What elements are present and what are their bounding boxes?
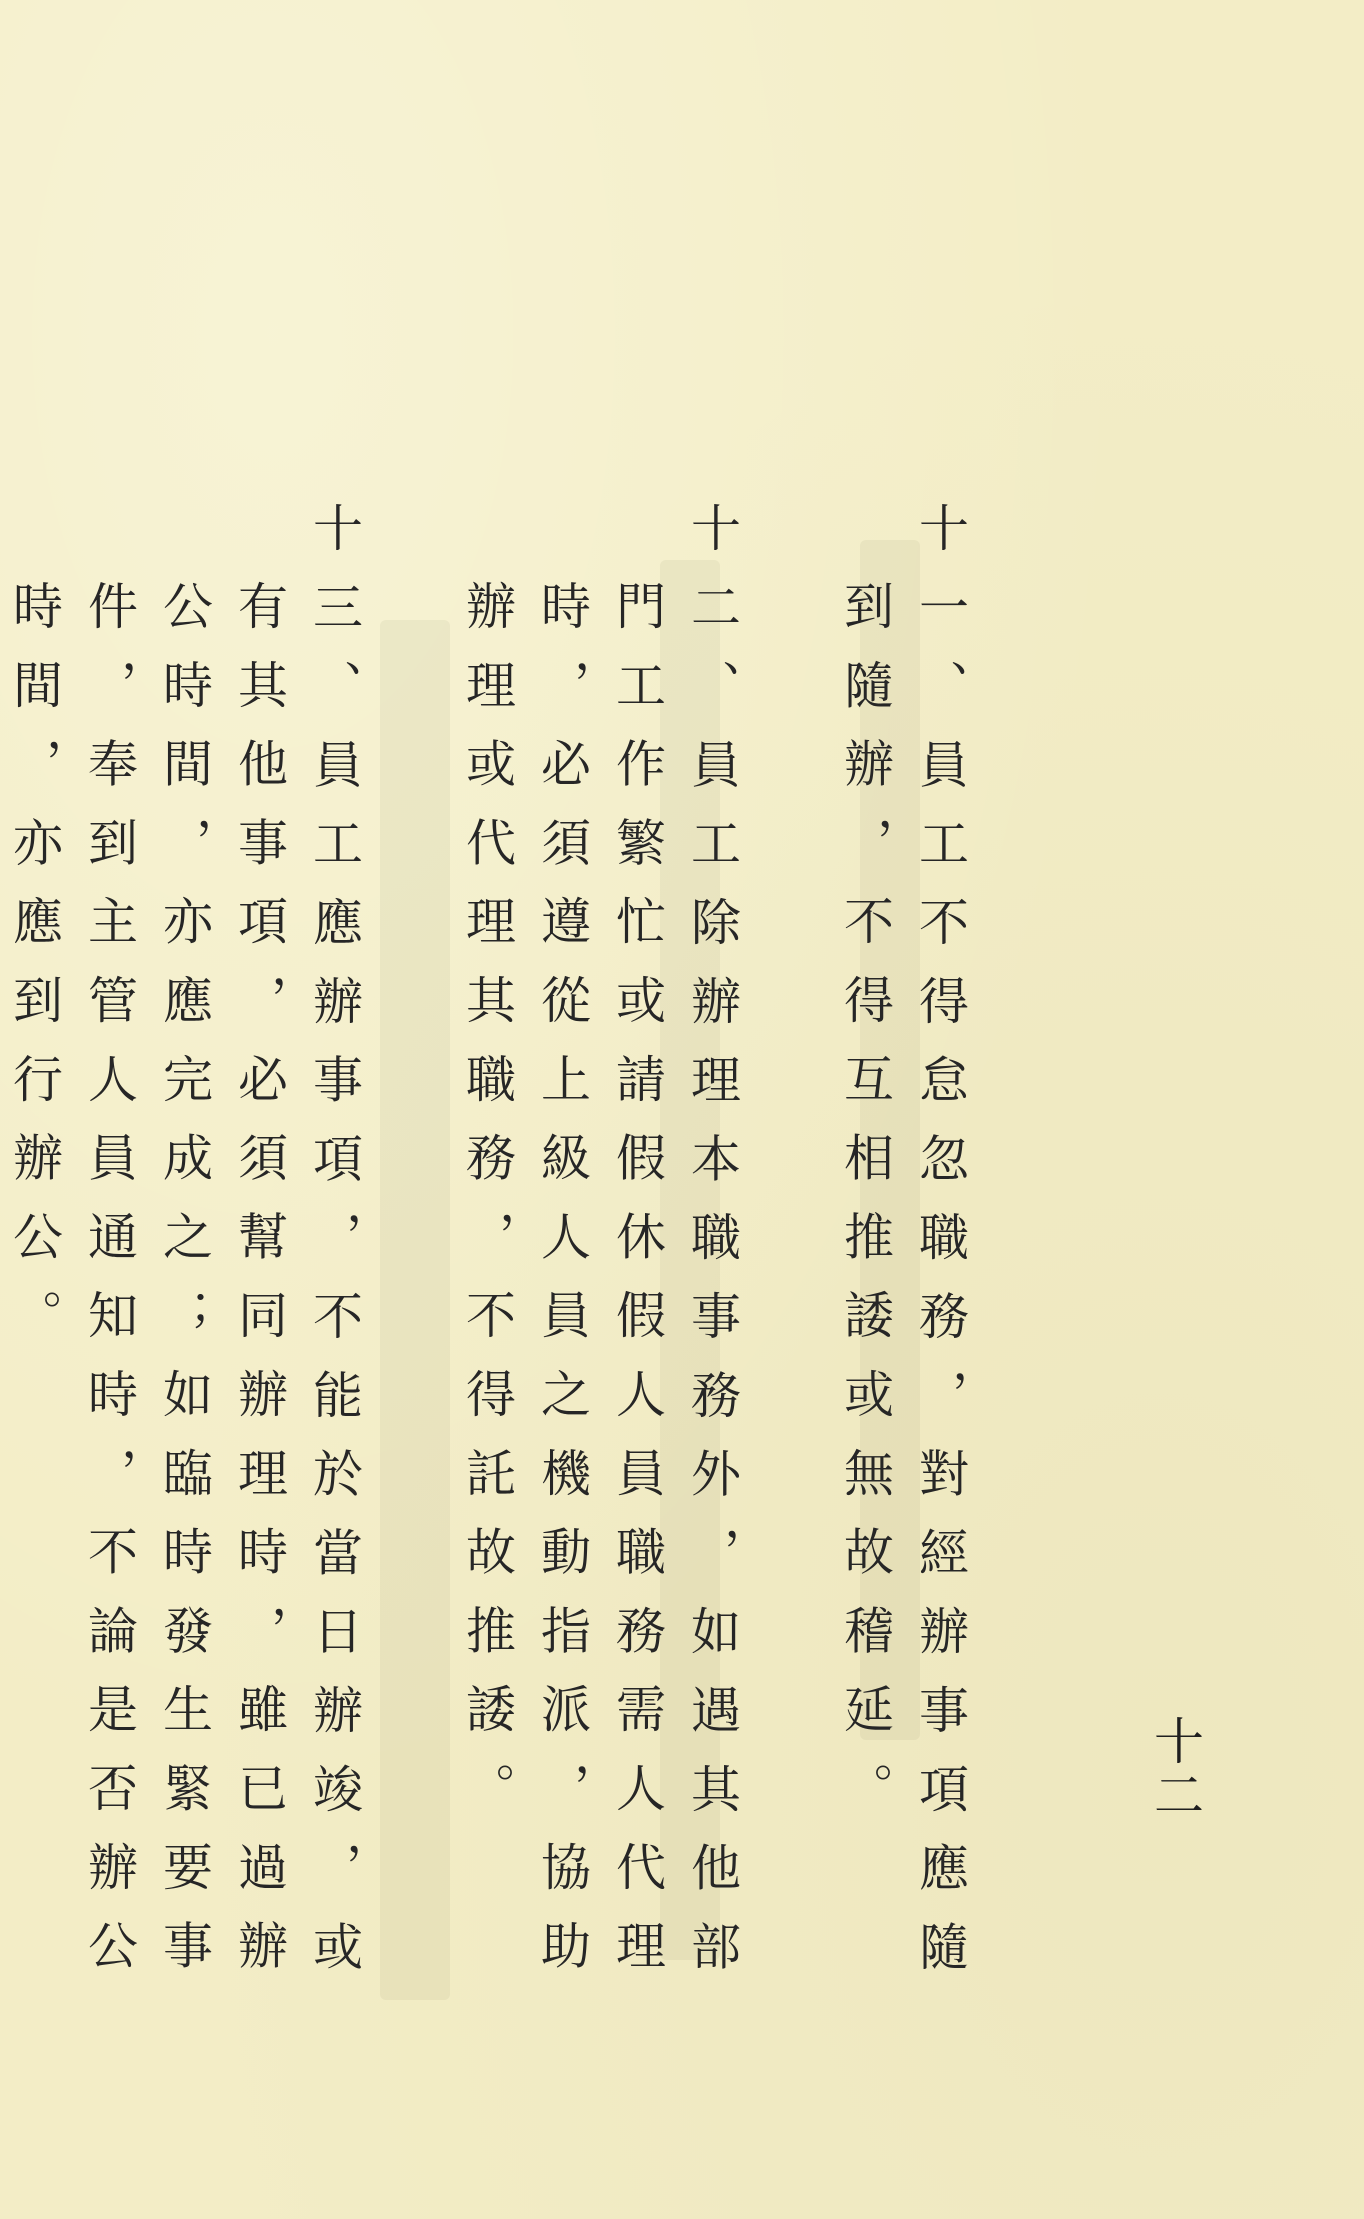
clause-13: 十三、員工應辦事項，不能於當日辦竣，或有其他事項，必須幫同辦理時，雖已過辦公時間，亦應完成之；如臨時發生緊要事件，奉到主管人員通知時，不論是否辦公時間，亦應到行辦公。 [5,502,363,2000]
regulation-text [5,502,1055,2040]
page-number: 十二 [1146,1715,1204,1823]
clause-12: 十二、員工除辦理本職事務外，如遇其他部門工作繁忙或請假休假人員職務需人代理時，必須遵從上級人員之機動指派，協助辦理或代理其職務，不得託故推諉。 [458,502,741,2000]
clause-11: 十一、員工不得怠忽職務，對經辦事項應隨到隨辦，不得互相推諉或無故稽延。 [836,502,969,2000]
